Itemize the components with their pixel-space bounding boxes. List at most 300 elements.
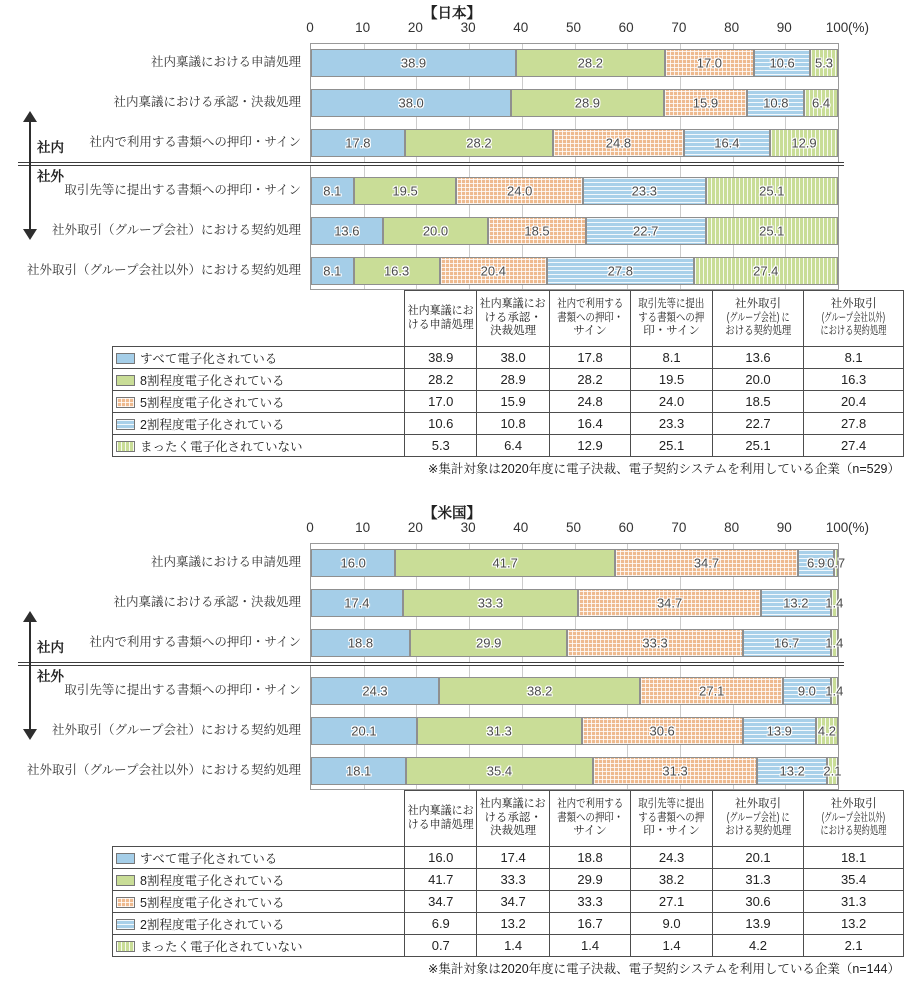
bar-value-label: 38.9 [400, 55, 427, 71]
axis-tick-label: 100 [825, 20, 849, 35]
bar-value-label: 17.4 [344, 595, 370, 611]
gridline [575, 44, 576, 289]
bar-value-label: 30.6 [649, 723, 675, 739]
category-label: 取引先等に提出する書類への押印・サイン [64, 183, 301, 197]
bar-segment [354, 177, 457, 205]
axis-tick-label: 70 [671, 520, 687, 535]
plot-area-us [310, 543, 846, 790]
table-header-line: ける申請処理 [407, 818, 474, 831]
bar-segment [615, 549, 798, 577]
bar-value-label: 1.4 [825, 635, 844, 651]
table-value-cell: 41.7 [405, 869, 477, 891]
bar-segment [783, 677, 830, 705]
table-header-line: 社外取引 [830, 298, 877, 311]
values-table [112, 290, 904, 457]
bar-value-label: 18.5 [524, 223, 550, 239]
bar-segment [761, 589, 831, 617]
table-value-cell: 38.2 [631, 869, 713, 891]
bar-segment [578, 589, 761, 617]
table-value-cell: 1.4 [631, 935, 713, 957]
group-label-external: 社外 [37, 169, 64, 184]
bar-value-label: 15.9 [692, 95, 719, 111]
legend-swatch-vstripe-green [116, 441, 135, 452]
table-header-cell [631, 291, 713, 347]
table-header-cell [712, 291, 803, 347]
table-value-cell: 18.1 [804, 847, 904, 869]
bar-segment [311, 177, 354, 205]
table-header-line: おける契約処理 [725, 325, 792, 338]
bar-segment [586, 217, 706, 245]
table-header-line: 印・サイン [643, 825, 700, 838]
bar-value-label: 12.9 [791, 135, 817, 151]
table-value-cell: 13.2 [804, 913, 904, 935]
bar-value-label: 9.0 [797, 683, 816, 699]
bar-segment [770, 129, 838, 157]
bar-row [311, 89, 838, 117]
bar-segment [825, 629, 844, 657]
legend-cell [113, 435, 405, 457]
bar-value-label: 17.0 [696, 55, 723, 71]
bar-segment [827, 549, 846, 577]
gridline [469, 44, 470, 289]
table-header-line: (グループ会社) に [726, 311, 790, 324]
table-header-line: ける承認・ [484, 811, 542, 824]
table-value-cell: 38.0 [477, 347, 549, 369]
table-header-line: ける承認・ [484, 311, 542, 324]
bar-value-label: 18.1 [345, 763, 372, 779]
bar-value-label: 6.9 [807, 555, 826, 571]
bar-segment [311, 717, 417, 745]
legend-label: すべて電子化されている [140, 351, 278, 366]
table-value-cell: 35.4 [804, 869, 904, 891]
bar-value-label: 38.2 [527, 683, 553, 699]
inner-outer-divider [18, 662, 844, 666]
axis-tick-label: 70 [671, 20, 687, 35]
bar-segment [311, 257, 354, 285]
bar-segment [547, 257, 694, 285]
table-value-cell: 28.9 [477, 369, 549, 391]
bar-value-label: 8.1 [323, 263, 342, 279]
table-header-line: 社内稟議にお [407, 305, 474, 317]
category-label: 社内稟議における承認・決裁処理 [113, 595, 301, 609]
bar-value-label: 20.4 [480, 263, 506, 279]
bar-value-label: 17.8 [345, 135, 371, 151]
gridline [627, 44, 628, 289]
table-header-row [113, 291, 904, 347]
gridline [785, 44, 786, 289]
bar-value-label: 4.2 [817, 723, 836, 739]
table-header-line: 社内で利用する [557, 798, 624, 811]
table-value-cell: 28.2 [549, 369, 631, 391]
legend-cell [113, 347, 405, 369]
bar-row [311, 49, 838, 77]
table-header-line: 取引先等に提出 [638, 298, 705, 311]
table-row [113, 413, 904, 435]
bar-segment [553, 129, 684, 157]
bar-segment [593, 757, 758, 785]
axis-tick-label: 40 [513, 20, 529, 35]
legend-label: 5割程度電子化されている [140, 895, 285, 910]
bar-value-label: 27.8 [607, 263, 633, 279]
table-value-cell: 18.8 [549, 847, 631, 869]
table-value-cell: 1.4 [549, 935, 631, 957]
bar-value-label: 23.3 [631, 183, 657, 199]
arrow-down-icon [23, 729, 37, 740]
table-row [113, 435, 904, 457]
category-label: 社内で利用する書類への押印・サイン [89, 135, 301, 149]
axis-tick-label: 50 [565, 20, 582, 35]
table-blank-cell [113, 291, 405, 347]
bar-value-label: 22.7 [633, 223, 659, 239]
gridline [416, 44, 417, 289]
category-label: 社内稟議における承認・決裁処理 [113, 95, 301, 109]
bar-value-label: 33.3 [477, 595, 504, 611]
table-header-cell [804, 791, 904, 847]
bar-segment [410, 629, 567, 657]
category-label: 社外取引（グループ会社以外）における契約処理 [26, 763, 301, 777]
bar-segment [743, 629, 831, 657]
bar-value-label: 38.0 [398, 95, 424, 111]
bar-value-label: 16.4 [714, 135, 740, 151]
bar-segment [823, 757, 842, 785]
arrow-up-icon [23, 111, 37, 122]
table-header-cell [405, 791, 477, 847]
legend-cell [113, 869, 405, 891]
inner-outer-arrow-line [29, 121, 31, 229]
bar-segment [511, 89, 663, 117]
legend-cell [113, 413, 405, 435]
gridline [627, 544, 628, 789]
bar-value-label: 16.3 [383, 263, 410, 279]
axis-unit-label: (%) [848, 520, 869, 535]
gridline [680, 544, 681, 789]
gridline [575, 544, 576, 789]
bar-segment [311, 129, 405, 157]
gridline [733, 544, 734, 789]
legend-cell [113, 391, 405, 413]
bar-value-label: 33.3 [642, 635, 668, 651]
bar-segment [706, 177, 838, 205]
gridline [733, 44, 734, 289]
bar-segment [582, 717, 743, 745]
bar-value-label: 28.2 [466, 135, 492, 151]
table-value-cell: 33.3 [549, 891, 631, 913]
axis-tick-label: 20 [407, 20, 423, 35]
table-value-cell: 16.4 [549, 413, 631, 435]
bar-segment [804, 89, 838, 117]
bar-segment [354, 257, 440, 285]
bar-value-label: 34.7 [656, 595, 683, 611]
table-header-line: (グループ会社以外) [821, 811, 886, 824]
bar-value-label: 8.1 [323, 183, 342, 199]
table-header-line: 社外取引 [830, 798, 877, 811]
bar-segment [311, 89, 511, 117]
gridline [416, 544, 417, 789]
bar-segment [440, 257, 548, 285]
bar-row [311, 629, 844, 657]
axis-tick-label: 40 [513, 520, 529, 535]
bar-row [311, 717, 838, 745]
axis-tick-label: 10 [355, 20, 371, 35]
category-label: 取引先等に提出する書類への押印・サイン [64, 683, 301, 697]
table-value-cell: 25.1 [631, 435, 713, 457]
legend-swatch-checker-orange [116, 397, 135, 408]
table-blank-cell [113, 791, 405, 847]
inner-outer-arrow-line [29, 621, 31, 729]
bar-value-label: 10.6 [769, 55, 795, 71]
bar-row [311, 549, 846, 577]
table-row [113, 391, 904, 413]
table-value-cell: 20.4 [804, 391, 904, 413]
bar-value-label: 29.9 [476, 635, 502, 651]
bar-row [311, 589, 844, 617]
bar-value-label: 1.4 [825, 683, 844, 699]
bar-segment [816, 717, 838, 745]
table-header-line: ける申請処理 [407, 318, 474, 331]
bar-value-label: 1.4 [825, 595, 844, 611]
bar-value-label: 28.9 [574, 95, 601, 111]
table-row [113, 347, 904, 369]
bar-value-label: 6.4 [812, 95, 831, 111]
legend-swatch-hstripe-blue [116, 419, 135, 430]
bar-segment [583, 177, 706, 205]
chart-title-us: 【米国】 [423, 506, 481, 522]
table-header-line: する書類への押 [638, 311, 705, 324]
table-value-cell: 8.1 [804, 347, 904, 369]
bar-segment [395, 549, 615, 577]
bar-value-label: 10.8 [763, 95, 789, 111]
table-value-cell: 31.3 [804, 891, 904, 913]
table-header-line: 印・サイン [643, 325, 700, 338]
bar-value-label: 31.3 [486, 723, 512, 739]
table-header-line: 取引先等に提出 [638, 798, 705, 811]
bar-value-label: 24.3 [362, 683, 388, 699]
table-header-line: (グループ会社以外) [821, 311, 886, 324]
table-value-cell: 25.1 [712, 435, 803, 457]
table-header-cell [804, 291, 904, 347]
table-row [113, 869, 904, 891]
bar-row [311, 677, 844, 705]
bar-segment [405, 129, 553, 157]
table-header-cell [712, 791, 803, 847]
table-header-line: 社外取引 [735, 798, 782, 811]
legend-label: すべて電子化されている [140, 851, 278, 866]
table-header-cell [549, 291, 631, 347]
legend-label: 8割程度電子化されている [140, 873, 285, 888]
bar-segment [406, 757, 592, 785]
table-value-cell: 4.2 [712, 935, 803, 957]
bar-row [311, 129, 838, 157]
category-label: 社内稟議における申請処理 [150, 555, 301, 569]
table-value-cell: 18.5 [712, 391, 803, 413]
table-value-cell: 1.4 [477, 935, 549, 957]
table-value-cell: 10.8 [477, 413, 549, 435]
arrow-down-icon [23, 229, 37, 240]
table-header-line: 社内稟議にお [480, 298, 547, 311]
legend-swatch-hstripe-blue [116, 919, 135, 930]
bar-value-label: 28.2 [577, 55, 603, 71]
bar-segment [311, 549, 395, 577]
table-value-cell: 5.3 [405, 435, 477, 457]
us-chart-section [0, 500, 904, 989]
table-value-cell: 27.8 [804, 413, 904, 435]
bar-value-label: 2.1 [823, 763, 842, 779]
bar-segment [403, 589, 578, 617]
table-value-cell: 33.3 [477, 869, 549, 891]
bar-segment [456, 177, 582, 205]
bar-value-label: 16.7 [773, 635, 800, 651]
legend-cell [113, 369, 405, 391]
bar-value-label: 27.4 [753, 263, 779, 279]
bar-segment [311, 49, 516, 77]
legend-cell [113, 935, 405, 957]
bar-value-label: 24.0 [507, 183, 533, 199]
bar-value-label: 24.8 [605, 135, 632, 151]
table-value-cell: 13.6 [712, 347, 803, 369]
table-value-cell: 24.3 [631, 847, 713, 869]
table-value-cell: 16.7 [549, 913, 631, 935]
bar-segment [665, 49, 755, 77]
bar-value-label: 20.1 [351, 723, 377, 739]
table-header-line: 決裁処理 [490, 825, 537, 838]
bar-segment [743, 717, 816, 745]
bar-segment [311, 629, 410, 657]
bar-value-label: 5.3 [814, 55, 834, 71]
table-header-line: サイン [573, 325, 607, 338]
legend-label: まったく電子化されていない [140, 939, 303, 954]
bar-value-label: 27.1 [699, 683, 725, 699]
gridline [469, 544, 470, 789]
bar-segment [640, 677, 783, 705]
legend-swatch-solid-blue [116, 853, 135, 864]
legend-cell [113, 913, 405, 935]
table-value-cell: 19.5 [631, 369, 713, 391]
bar-segment [311, 757, 406, 785]
axis-tick-label: 0 [306, 520, 314, 535]
bar-segment [311, 589, 403, 617]
table-value-cell: 0.7 [405, 935, 477, 957]
footnote-japan: ※集計対象は2020年度に電子決裁、電子契約システムを利用している企業（n=529） [427, 462, 900, 476]
table-header-line: 社内稟議にお [407, 805, 474, 817]
bar-segment [311, 217, 383, 245]
category-label: 社外取引（グループ会社）における契約処理 [51, 223, 301, 237]
axis-tick-label: 90 [776, 20, 792, 35]
bar-value-label: 31.3 [662, 763, 688, 779]
legend-label: 2割程度電子化されている [140, 417, 285, 432]
bar-value-label: 18.8 [347, 635, 374, 651]
table-header-cell [549, 791, 631, 847]
table-header-line: 社内で利用する [557, 298, 624, 311]
axis-tick-label: 10 [355, 520, 371, 535]
table-value-cell: 17.8 [549, 347, 631, 369]
table-header-cell [405, 291, 477, 347]
table-header-line: 社外取引 [735, 298, 782, 311]
category-label: 社内稟議における申請処理 [150, 55, 301, 69]
table-header-cell [477, 791, 549, 847]
bar-segment [825, 677, 844, 705]
table-header-line: する書類への押 [638, 811, 705, 824]
inner-outer-divider [18, 162, 844, 166]
bar-segment [684, 129, 770, 157]
bar-segment [747, 89, 804, 117]
legend-swatch-vstripe-green [116, 941, 135, 952]
table-header-line: 書類への押印・ [557, 311, 624, 324]
table-header-line: 書類への押印・ [557, 811, 624, 824]
table-value-cell: 17.0 [405, 391, 477, 413]
legend-swatch-solid-green [116, 375, 135, 386]
table-value-cell: 20.1 [712, 847, 803, 869]
legend-label: 2割程度電子化されている [140, 917, 285, 932]
bar-value-label: 16.0 [340, 555, 366, 571]
bar-segment [757, 757, 826, 785]
table-header-line: における契約処理 [820, 825, 887, 838]
table-header-line: 決裁処理 [490, 325, 537, 338]
table-value-cell: 24.0 [631, 391, 713, 413]
bar-value-label: 35.4 [486, 763, 513, 779]
group-label-internal: 社内 [37, 140, 64, 155]
axis-tick-label: 100 [825, 520, 849, 535]
bar-value-label: 41.7 [492, 555, 518, 571]
category-label: 社内で利用する書類への押印・サイン [89, 635, 301, 649]
table-value-cell: 13.9 [712, 913, 803, 935]
axis-tick-label: 60 [618, 520, 634, 535]
axis-unit-label: (%) [848, 20, 869, 35]
table-row [113, 369, 904, 391]
bar-row [311, 257, 838, 285]
values-table [112, 790, 904, 957]
table-row [113, 847, 904, 869]
table-value-cell: 30.6 [712, 891, 803, 913]
bar-row [311, 757, 842, 785]
gridline [680, 44, 681, 289]
bar-value-label: 25.1 [759, 223, 785, 239]
legend-label: 8割程度電子化されている [140, 373, 285, 388]
table-value-cell: 31.3 [712, 869, 803, 891]
table-value-cell: 24.8 [549, 391, 631, 413]
legend-swatch-checker-orange [116, 897, 135, 908]
table-value-cell: 28.2 [405, 369, 477, 391]
axis-tick-label: 80 [724, 20, 740, 35]
table-value-cell: 15.9 [477, 391, 549, 413]
bar-segment [754, 49, 810, 77]
table-value-cell: 23.3 [631, 413, 713, 435]
table-value-cell: 8.1 [631, 347, 713, 369]
gridline [785, 544, 786, 789]
axis-tick-label: 30 [460, 520, 476, 535]
bar-value-label: 13.9 [766, 723, 792, 739]
bar-value-label: 13.6 [334, 223, 360, 239]
bar-row [311, 217, 838, 245]
table-header-line: 社内稟議にお [480, 798, 547, 811]
table-value-cell: 29.9 [549, 869, 631, 891]
bar-segment [311, 677, 439, 705]
table-value-cell: 13.2 [477, 913, 549, 935]
bar-segment [825, 589, 844, 617]
bar-segment [810, 49, 838, 77]
gridline [364, 44, 365, 289]
bar-segment [567, 629, 742, 657]
table-header-line: おける契約処理 [725, 825, 792, 838]
axis-tick-label: 0 [306, 20, 314, 35]
table-value-cell: 6.4 [477, 435, 549, 457]
bar-value-label: 19.5 [392, 183, 418, 199]
category-label: 社外取引（グループ会社以外）における契約処理 [26, 263, 301, 277]
axis-tick-label: 20 [407, 520, 423, 535]
bar-value-label: 20.0 [422, 223, 449, 239]
table-header-line: (グループ会社) に [726, 811, 790, 824]
bar-value-label: 34.7 [693, 555, 720, 571]
legend-label: 5割程度電子化されている [140, 395, 285, 410]
